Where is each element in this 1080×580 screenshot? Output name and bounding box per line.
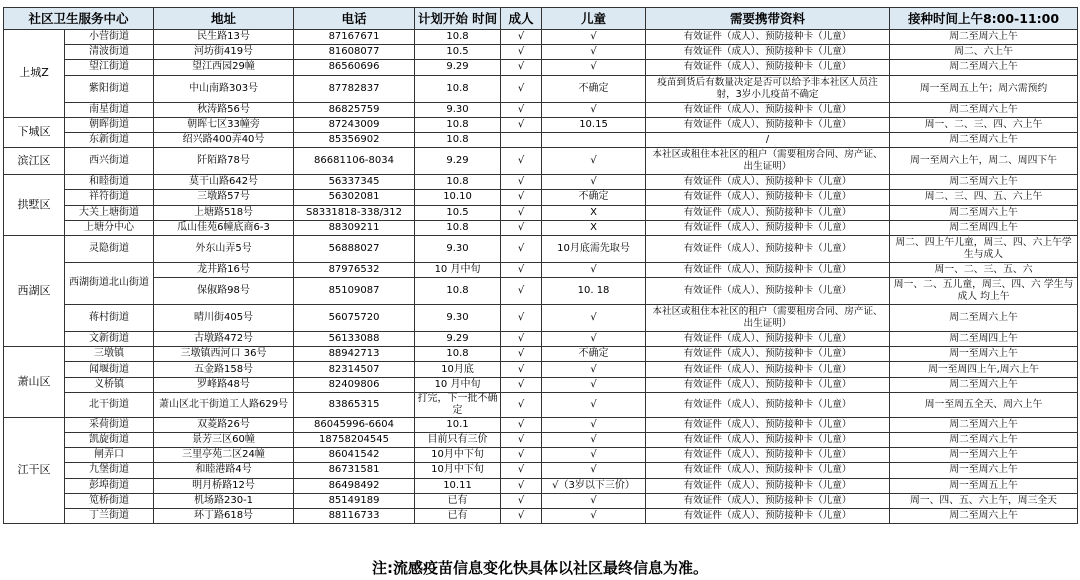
center-cell: 紫阳街道 (65, 75, 154, 102)
child-cell: √ (542, 392, 646, 417)
child-cell: √（3岁以下三价） (542, 478, 646, 493)
adult-cell: √ (501, 45, 542, 60)
phone-cell: 56337345 (294, 175, 415, 190)
table-row (4, 30, 1078, 45)
center-cell: 祥符街道 (65, 190, 154, 205)
address-cell: 民生路13号 (154, 30, 294, 45)
materials-cell: 疫苗到货后有数量决定是否可以给予非本社区人员注射，3岁小儿疫苗不确定 (646, 75, 890, 102)
hours-cell: 周二至周六上午 (890, 60, 1078, 75)
child-cell: √ (542, 305, 646, 332)
hours-cell: 周二至周六上午 (890, 205, 1078, 220)
center-cell: 望江街道 (65, 60, 154, 75)
phone-cell: 86731581 (294, 463, 415, 478)
center-cell: 蒋村街道 (65, 305, 154, 332)
start-time-cell: 10.8 (415, 175, 501, 190)
hours-cell: 周二至周六上午 (890, 417, 1078, 432)
address-cell: 秋涛路56号 (154, 102, 294, 117)
materials-cell: 有效证件（成人）、预防接种卡（儿童） (646, 433, 890, 448)
district-cell: 江干区 (4, 417, 65, 523)
address-cell: 保俶路98号 (154, 278, 294, 305)
materials-cell: 有效证件（成人）、预防接种卡（儿童） (646, 45, 890, 60)
phone-cell: 81608077 (294, 45, 415, 60)
center-cell: 上塘分中心 (65, 220, 154, 235)
footnote: 注:流感疫苗信息变化快具体以社区最终信息为准。 (371, 559, 708, 577)
address-cell: 朝晖七区33幢旁 (154, 117, 294, 132)
phone-cell: 86681106-8034 (294, 148, 415, 175)
hours-cell: 周一至周六上午 (890, 448, 1078, 463)
adult-cell: √ (501, 433, 542, 448)
start-time-cell: 10月底 (415, 362, 501, 377)
materials-cell: 有效证件（成人）、预防接种卡（儿童） (646, 392, 890, 417)
address-cell: 五金路158号 (154, 362, 294, 377)
table-row (4, 220, 1078, 235)
child-cell: √ (542, 463, 646, 478)
address-cell: 古墩路472号 (154, 332, 294, 347)
materials-cell: 有效证件（成人）、预防接种卡（儿童） (646, 235, 890, 262)
address-cell: 明月桥路12号 (154, 478, 294, 493)
address-cell: 莫干山路642号 (154, 175, 294, 190)
vaccination-schedule (3, 7, 1077, 524)
hours-cell: 周一至周五上午；周六需预约 (890, 75, 1078, 102)
center-cell: 西兴街道 (65, 148, 154, 175)
adult-cell: √ (501, 377, 542, 392)
address-cell: 机场路230-1 (154, 493, 294, 508)
address-cell: 阡陌路78号 (154, 148, 294, 175)
phone-cell: 85149189 (294, 493, 415, 508)
child-cell: √ (542, 45, 646, 60)
phone-cell: 56888027 (294, 235, 415, 262)
materials-cell: / (646, 132, 890, 147)
start-time-cell: 10.8 (415, 30, 501, 45)
adult-cell: √ (501, 463, 542, 478)
header-hours: 接种时间上午8:00-11:00 (890, 8, 1078, 30)
materials-cell: 本社区或租住本社区的租户（需要租房合同、房产证、出生证明） (646, 305, 890, 332)
child-cell: √ (542, 102, 646, 117)
address-cell: 环丁路618号 (154, 508, 294, 523)
materials-cell: 有效证件（成人）、预防接种卡（儿童） (646, 508, 890, 523)
adult-cell (501, 132, 542, 147)
child-cell: √ (542, 60, 646, 75)
header-row (4, 8, 1078, 30)
center-cell: 九堡街道 (65, 463, 154, 478)
district-cell: 上城Z (4, 30, 65, 118)
table-row (4, 102, 1078, 117)
adult-cell: √ (501, 278, 542, 305)
start-time-cell: 已有 (415, 493, 501, 508)
start-time-cell: 9.30 (415, 235, 501, 262)
materials-cell: 有效证件（成人）、预防接种卡（儿童） (646, 60, 890, 75)
adult-cell: √ (501, 235, 542, 262)
address-cell: 河坊街419号 (154, 45, 294, 60)
start-time-cell: 9.29 (415, 332, 501, 347)
address-cell: 萧山区北干街道工人路629号 (154, 392, 294, 417)
hours-cell: 周二、四上午儿童，周三、四、六上午学生与成人 (890, 235, 1078, 262)
materials-cell: 有效证件（成人）、预防接种卡（儿童） (646, 220, 890, 235)
child-cell: √ (542, 262, 646, 277)
start-time-cell: 打完，下一批不确定 (415, 392, 501, 417)
center-cell: 采荷街道 (65, 417, 154, 432)
center-cell: 北干街道 (65, 392, 154, 417)
header-address: 地址 (154, 8, 294, 30)
header-child: 儿童 (542, 8, 646, 30)
table-row (4, 235, 1078, 262)
phone-cell: 86041542 (294, 448, 415, 463)
address-cell: 绍兴路400弄40号 (154, 132, 294, 147)
start-time-cell: 已有 (415, 508, 501, 523)
materials-cell: 本社区或租住本社区的租户（需要租房合同、房产证、出生证明） (646, 148, 890, 175)
table-row (4, 175, 1078, 190)
address-cell: 晴川街405号 (154, 305, 294, 332)
phone-cell: 83865315 (294, 392, 415, 417)
vaccine-table (3, 7, 1078, 524)
materials-cell: 有效证件（成人）、预防接种卡（儿童） (646, 117, 890, 132)
hours-cell: 周二至周六上午 (890, 132, 1078, 147)
address-cell: 瓜山佳苑6幢底商6-3 (154, 220, 294, 235)
district-cell: 拱墅区 (4, 175, 65, 236)
phone-cell: S8331818-338/312 (294, 205, 415, 220)
start-time-cell: 10.11 (415, 478, 501, 493)
child-cell: √ (542, 362, 646, 377)
phone-cell: 87167671 (294, 30, 415, 45)
table-row (4, 305, 1078, 332)
child-cell: √ (542, 493, 646, 508)
hours-cell: 周二至周六上午 (890, 305, 1078, 332)
start-time-cell: 10 月中旬 (415, 377, 501, 392)
start-time-cell: 9.30 (415, 305, 501, 332)
table-row (4, 45, 1078, 60)
materials-cell: 有效证件（成人）、预防接种卡（儿童） (646, 417, 890, 432)
start-time-cell: 10.1 (415, 417, 501, 432)
child-cell: 不确定 (542, 75, 646, 102)
phone-cell: 18758204545 (294, 433, 415, 448)
start-time-cell: 10.8 (415, 75, 501, 102)
table-row (4, 205, 1078, 220)
adult-cell: √ (501, 417, 542, 432)
start-time-cell: 10.8 (415, 132, 501, 147)
phone-cell: 82409806 (294, 377, 415, 392)
phone-cell: 88942713 (294, 347, 415, 362)
table-row (4, 347, 1078, 362)
hours-cell: 周一至周五全天、周六上午 (890, 392, 1078, 417)
address-cell: 外东山弄5号 (154, 235, 294, 262)
materials-cell: 有效证件（成人）、预防接种卡（儿童） (646, 190, 890, 205)
hours-cell: 周二至周六上午 (890, 102, 1078, 117)
adult-cell: √ (501, 117, 542, 132)
start-time-cell: 10.8 (415, 220, 501, 235)
materials-cell: 有效证件（成人）、预防接种卡（儿童） (646, 362, 890, 377)
start-time-cell: 10.8 (415, 117, 501, 132)
phone-cell: 87976532 (294, 262, 415, 277)
center-cell: 丁兰街道 (65, 508, 154, 523)
child-cell: √ (542, 417, 646, 432)
center-cell: 和睦街道 (65, 175, 154, 190)
center-cell: 义桥镇 (65, 377, 154, 392)
adult-cell: √ (501, 148, 542, 175)
materials-cell: 有效证件（成人）、预防接种卡（儿童） (646, 332, 890, 347)
phone-cell: 86825759 (294, 102, 415, 117)
start-time-cell: 10.8 (415, 278, 501, 305)
start-time-cell: 10月中下旬 (415, 463, 501, 478)
hours-cell: 周二、三、四、五、六上午 (890, 190, 1078, 205)
phone-cell: 86560696 (294, 60, 415, 75)
child-cell: √ (542, 377, 646, 392)
hours-cell: 周二、六上午 (890, 45, 1078, 60)
center-cell: 朝晖街道 (65, 117, 154, 132)
address-cell: 景芳三区60幢 (154, 433, 294, 448)
phone-cell: 88309211 (294, 220, 415, 235)
phone-cell: 87782837 (294, 75, 415, 102)
child-cell: 不确定 (542, 190, 646, 205)
table-row (4, 75, 1078, 102)
hours-cell: 周一至周六上午，周二、周四下午 (890, 148, 1078, 175)
start-time-cell: 9.29 (415, 60, 501, 75)
center-cell: 东新街道 (65, 132, 154, 147)
address-cell: 三里亭苑二区24幢 (154, 448, 294, 463)
address-cell: 上塘路518号 (154, 205, 294, 220)
table-row (4, 190, 1078, 205)
materials-cell: 有效证件（成人）、预防接种卡（儿童） (646, 463, 890, 478)
child-cell: 10. 18 (542, 278, 646, 305)
start-time-cell: 10 月中旬 (415, 262, 501, 277)
child-cell: X (542, 205, 646, 220)
center-cell: 大关上塘街道 (65, 205, 154, 220)
center-cell: 凯旋街道 (65, 433, 154, 448)
table-row (4, 508, 1078, 523)
center-cell: 西湖街道北山街道 (65, 262, 154, 304)
table-row (4, 332, 1078, 347)
adult-cell: √ (501, 493, 542, 508)
adult-cell: √ (501, 478, 542, 493)
phone-cell: 56075720 (294, 305, 415, 332)
center-cell: 小营街道 (65, 30, 154, 45)
start-time-cell: 10月中下旬 (415, 448, 501, 463)
adult-cell: √ (501, 347, 542, 362)
hours-cell: 周二至周六上午 (890, 175, 1078, 190)
adult-cell: √ (501, 190, 542, 205)
center-cell: 闻堰街道 (65, 362, 154, 377)
hours-cell: 周二至周六上午 (890, 30, 1078, 45)
start-time-cell: 9.30 (415, 102, 501, 117)
hours-cell: 周二至周六上午 (890, 433, 1078, 448)
header-center: 社区卫生服务中心 (4, 8, 154, 30)
table-row (4, 417, 1078, 432)
materials-cell: 有效证件（成人）、预防接种卡（儿童） (646, 377, 890, 392)
hours-cell: 周一、二、三、四、六上午 (890, 117, 1078, 132)
header-start: 计划开始 时间 (415, 8, 501, 30)
child-cell (542, 132, 646, 147)
center-cell: 笕桥街道 (65, 493, 154, 508)
table-row (4, 362, 1078, 377)
table-row (4, 478, 1078, 493)
hours-cell: 周一至周六上午 (890, 347, 1078, 362)
adult-cell: √ (501, 102, 542, 117)
header-adult: 成人 (501, 8, 542, 30)
table-row (4, 463, 1078, 478)
adult-cell: √ (501, 262, 542, 277)
materials-cell: 有效证件（成人）、预防接种卡（儿童） (646, 448, 890, 463)
center-cell: 南星街道 (65, 102, 154, 117)
address-cell: 三墩路57号 (154, 190, 294, 205)
table-row (4, 493, 1078, 508)
hours-cell: 周二至周六上午 (890, 508, 1078, 523)
district-cell: 西湖区 (4, 235, 65, 346)
center-cell: 清波街道 (65, 45, 154, 60)
header-materials: 需要携带资料 (646, 8, 890, 30)
materials-cell: 有效证件（成人）、预防接种卡（儿童） (646, 30, 890, 45)
hours-cell: 周一至周六上午 (890, 463, 1078, 478)
table-row (4, 433, 1078, 448)
hours-cell: 周一至周五上午 (890, 478, 1078, 493)
table-row (4, 377, 1078, 392)
materials-cell: 有效证件（成人）、预防接种卡（儿童） (646, 347, 890, 362)
address-cell: 三墩镇西河口 36号 (154, 347, 294, 362)
hours-cell: 周一至周四上午,周六上午 (890, 362, 1078, 377)
start-time-cell: 9.29 (415, 148, 501, 175)
phone-cell: 56133088 (294, 332, 415, 347)
start-time-cell: 10.10 (415, 190, 501, 205)
adult-cell: √ (501, 448, 542, 463)
address-cell: 龙井路16号 (154, 262, 294, 277)
district-cell: 萧山区 (4, 347, 65, 418)
adult-cell: √ (501, 175, 542, 190)
phone-cell: 88116733 (294, 508, 415, 523)
hours-cell: 周一、二、三、五、六 (890, 262, 1078, 277)
materials-cell: 有效证件（成人）、预防接种卡（儿童） (646, 175, 890, 190)
district-cell: 下城区 (4, 117, 65, 147)
materials-cell: 有效证件（成人）、预防接种卡（儿童） (646, 478, 890, 493)
materials-cell: 有效证件（成人）、预防接种卡（儿童） (646, 262, 890, 277)
child-cell: X (542, 220, 646, 235)
center-cell: 灵隐街道 (65, 235, 154, 262)
materials-cell: 有效证件（成人）、预防接种卡（儿童） (646, 278, 890, 305)
phone-cell: 85109087 (294, 278, 415, 305)
hours-cell: 周二至周四上午 (890, 332, 1078, 347)
start-time-cell: 10.5 (415, 45, 501, 60)
adult-cell: √ (501, 362, 542, 377)
child-cell: √ (542, 332, 646, 347)
header-phone: 电话 (294, 8, 415, 30)
adult-cell: √ (501, 305, 542, 332)
table-row (4, 132, 1078, 147)
materials-cell: 有效证件（成人）、预防接种卡（儿童） (646, 102, 890, 117)
adult-cell: √ (501, 205, 542, 220)
child-cell: √ (542, 433, 646, 448)
child-cell: √ (542, 508, 646, 523)
center-cell: 闸弄口 (65, 448, 154, 463)
hours-cell: 周二至周六上午 (890, 377, 1078, 392)
center-cell: 文新街道 (65, 332, 154, 347)
adult-cell: √ (501, 75, 542, 102)
phone-cell: 87243009 (294, 117, 415, 132)
table-row (4, 262, 1078, 277)
hours-cell: 周一、四、五、六上午，周三全天 (890, 493, 1078, 508)
adult-cell: √ (501, 60, 542, 75)
table-row (4, 60, 1078, 75)
adult-cell: √ (501, 392, 542, 417)
district-cell: 滨江区 (4, 148, 65, 175)
address-cell: 中山南路303号 (154, 75, 294, 102)
table-row (4, 392, 1078, 417)
child-cell: √ (542, 175, 646, 190)
materials-cell: 有效证件（成人）、预防接种卡（儿童） (646, 205, 890, 220)
child-cell: √ (542, 448, 646, 463)
phone-cell: 85356902 (294, 132, 415, 147)
child-cell: 10.15 (542, 117, 646, 132)
address-cell: 和睦港路4号 (154, 463, 294, 478)
start-time-cell: 10.5 (415, 205, 501, 220)
materials-cell: 有效证件（成人）、预防接种卡（儿童） (646, 493, 890, 508)
start-time-cell: 10.8 (415, 347, 501, 362)
address-cell: 双菱路26号 (154, 417, 294, 432)
table-row (4, 148, 1078, 175)
center-cell: 三墩镇 (65, 347, 154, 362)
start-time-cell: 目前只有三价 (415, 433, 501, 448)
adult-cell: √ (501, 220, 542, 235)
child-cell: 10月底需先取号 (542, 235, 646, 262)
center-cell: 彭埠街道 (65, 478, 154, 493)
adult-cell: √ (501, 30, 542, 45)
phone-cell: 82314507 (294, 362, 415, 377)
phone-cell: 56302081 (294, 190, 415, 205)
phone-cell: 86045996-6604 (294, 417, 415, 432)
adult-cell: √ (501, 332, 542, 347)
phone-cell: 86498492 (294, 478, 415, 493)
child-cell: √ (542, 148, 646, 175)
table-row (4, 448, 1078, 463)
address-cell: 望江西园29幢 (154, 60, 294, 75)
hours-cell: 周一、二、五儿童，周三、四、六 学生与成人 均上午 (890, 278, 1078, 305)
table-row (4, 278, 1078, 305)
child-cell: 不确定 (542, 347, 646, 362)
hours-cell: 周二至周四上午 (890, 220, 1078, 235)
table-row (4, 117, 1078, 132)
child-cell: √ (542, 30, 646, 45)
address-cell: 罗峰路48号 (154, 377, 294, 392)
adult-cell: √ (501, 508, 542, 523)
